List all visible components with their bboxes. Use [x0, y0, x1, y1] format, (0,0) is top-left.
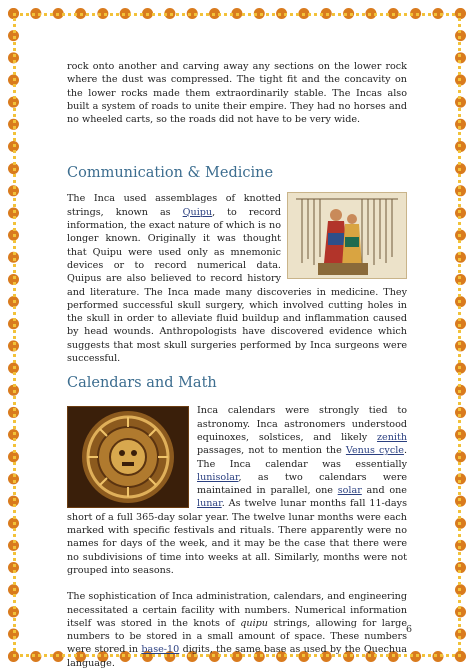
link-venus-cycle[interactable]: Venus cycle [345, 445, 404, 457]
paragraph-math: The sophistication of Inca administration, calendars, and engineering necessitated a certain facility with numbers. Numerical information itself was stored in the knots of quipu strings, allowing for large numbers to be stored in a small amount of space. These numbers were stored in base-10 digits, the same base as used by the Quechua language. [67, 591, 408, 669]
paragraph-roads: rock onto another and carving away any sections on the lower rock where the dust was compressed. The tight fit and the concavity on the lower rocks made them extraordinarily stable. The Incas also built a system of roads to unite their empire. They had no horses and no wheeled carts, so the roads did not have to be very wide. [67, 61, 407, 126]
link-lunisolar[interactable]: lunisolar [197, 471, 239, 483]
link-quipu[interactable]: Quipu [182, 206, 213, 218]
link-lunar[interactable]: lunar [197, 498, 222, 510]
page-content [67, 60, 407, 670]
page-number: 6 [406, 624, 413, 635]
quipu-italic: quipu [240, 617, 268, 629]
quipu-illustration [287, 192, 407, 279]
link-solar[interactable]: solar [337, 485, 362, 497]
link-base-10[interactable]: base-10 [141, 644, 180, 656]
heading-communication-medicine: Communication & Medicine [67, 165, 274, 182]
inca-calendar-stone [67, 406, 189, 508]
paragraph-communication-medicine: The Inca used assemblages of knotted strings, known as Quipu, to record information, the exact nature of which is no longer known. Originally it was thought that Quipu were used only as mnemonic devices or to record numerical data. Quipus are also believed to record history and literature. The Inca made many discoveries in medicine. They performed successful skull surgery, which involved cutting holes in the skull in order to alleviate fluid buildup and inflammation caused by head wounds. Anthropologists have discovered evidence which suggests that most skull surgeries performed by Inca surgeons were successful. [67, 193, 407, 365]
link-zenith[interactable]: zenith [376, 431, 407, 443]
heading-calendars-math: Calendars and Math [67, 375, 217, 392]
paragraph-calendars: Inca calendars were strongly tied to astronomy. Inca astronomers understood equinoxes, solstices, and likely zenith passages, not to mention the Venus cycle. The Inca calendar was essentially lunisolar, as two calendars were maintained in parallel, one solar and one lunar. As twelve lunar months fall 11-days short of a full 365-day solar year. The twelve lunar months were each marked with specific festivals and rituals. There apparently were no names for days of the week, and it may be the case that there were no subdivisions of time into weeks at all. Similarly, months were not grouped into seasons. [67, 405, 408, 576]
